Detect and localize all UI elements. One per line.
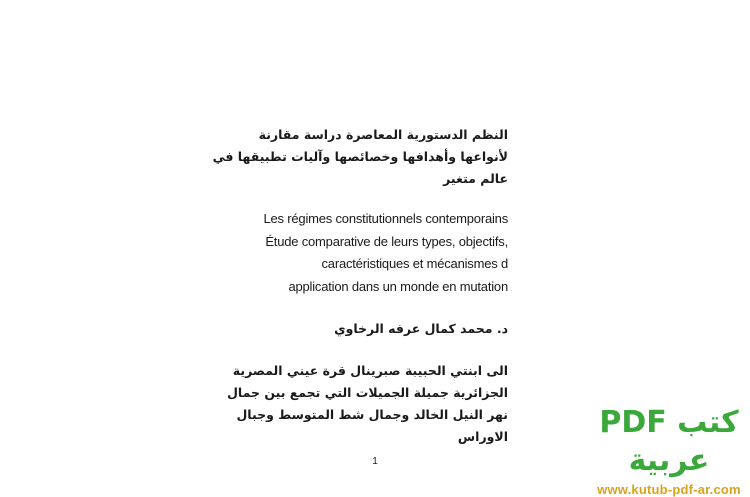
french-title-line: Étude comparative de leurs types, objectifs, bbox=[265, 233, 508, 249]
french-title bbox=[230, 208, 508, 298]
french-title-line: application dans un monde en mutation bbox=[288, 278, 508, 294]
dedication-line: الاوراس bbox=[457, 429, 508, 444]
french-title-line: caractéristiques et mécanismes d bbox=[321, 256, 508, 271]
dedication-line: الى ابنتي الحبيبة صبرينال قرة عيني المصرية bbox=[232, 363, 508, 378]
arabic-title bbox=[212, 124, 508, 190]
arabic-title-line: لأنواعها وأهدافها وخصائصها وآليات تطبيقها في bbox=[212, 149, 508, 164]
french-title-line: Les régimes constitutionnels contemporains bbox=[263, 211, 508, 226]
watermark-brand: كتب PDF عربية bbox=[599, 405, 739, 478]
author-line: د. محمد كمال عرفه الرخاوي bbox=[334, 321, 508, 336]
page-number: 1 bbox=[372, 456, 378, 467]
watermark-logo bbox=[594, 404, 744, 497]
watermark-url: www.kutub-pdf-ar.com bbox=[597, 482, 741, 497]
author-name bbox=[230, 318, 508, 340]
arabic-title-line: النظم الدستورية المعاصرة دراسة مقارنة bbox=[258, 127, 508, 142]
dedication-line: الجزائرية جميلة الجميلات التي تجمع بين جمال bbox=[227, 385, 508, 400]
dedication-line: نهر النيل الخالد وجمال شط المتوسط وجبال bbox=[236, 407, 508, 422]
dedication bbox=[227, 360, 508, 448]
arabic-title-line: عالم متغير bbox=[443, 171, 508, 186]
